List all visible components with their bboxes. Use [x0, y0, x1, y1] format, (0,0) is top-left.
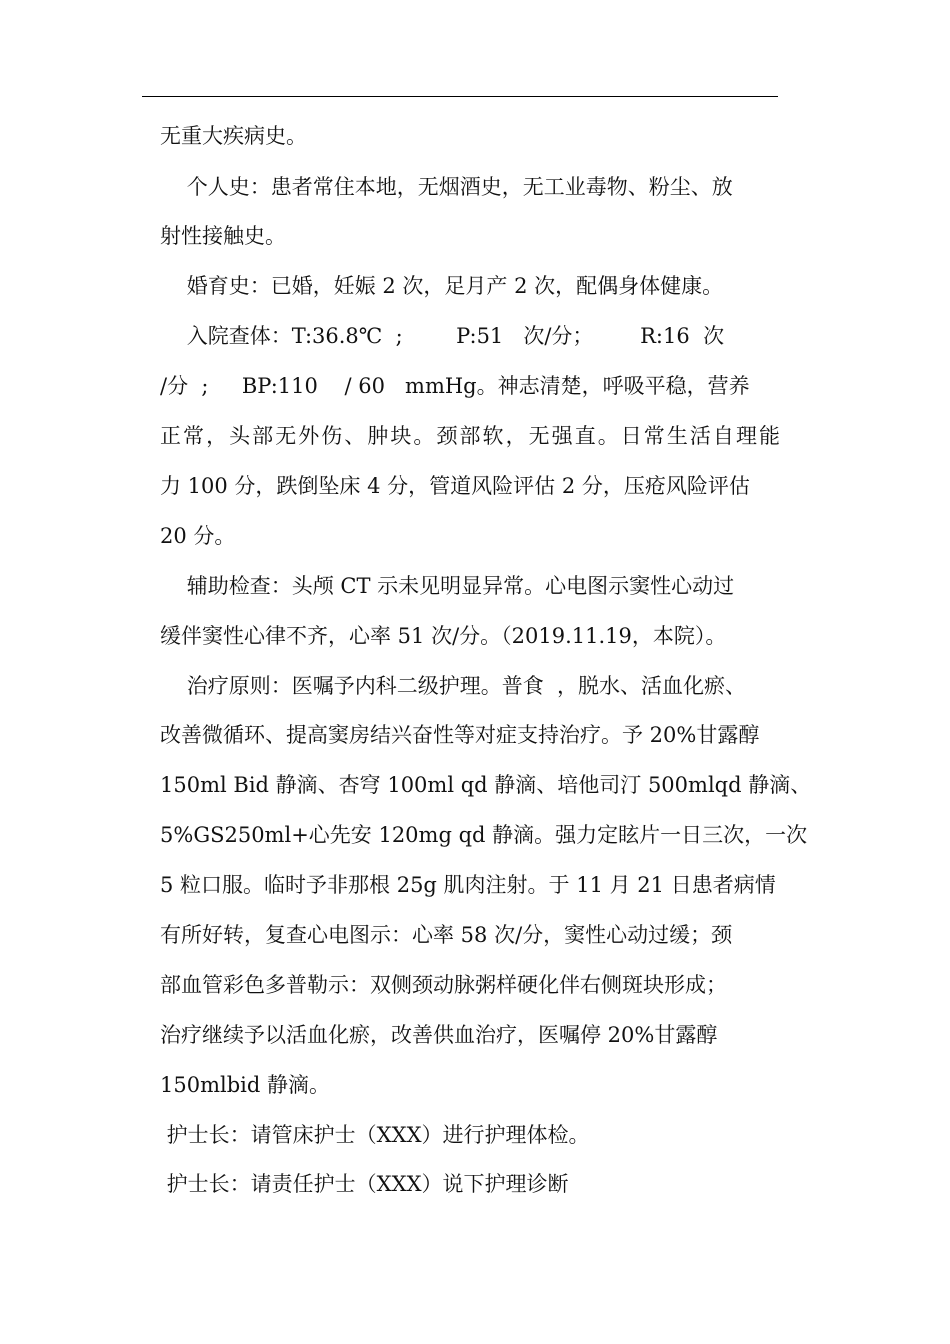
- text-line: 护士长：请管床护士（XXX）进行护理体检。: [160, 1123, 590, 1147]
- text-line: 入院查体：T:36.8℃ ; P:51 次/分； R:16 次: [160, 324, 725, 348]
- text-line: 改善微循环、提高窦房结兴奋性等对症支持治疗。予 20%甘露醇: [160, 723, 760, 747]
- text-line: 150mlbid 静滴。: [160, 1073, 330, 1097]
- text-line: 无重大疾病史。: [160, 124, 307, 148]
- text-line: 射性接触史。: [160, 224, 286, 248]
- text-line: /分 ; BP:110 / 60 mmHg。神志清楚，呼吸平稳，营养: [160, 374, 750, 398]
- text-line: 护士长：请责任护士（XXX）说下护理诊断: [160, 1172, 569, 1196]
- text-line: 正常，头部无外伤、肿块。颈部软，无强直。日常生活自理能: [160, 424, 780, 448]
- text-line: 婚育史：已婚，妊娠 2 次，足月产 2 次，配偶身体健康。: [160, 274, 724, 298]
- text-line: 个人史：患者常住本地，无烟酒史，无工业毒物、粉尘、放: [160, 175, 733, 199]
- text-line: 治疗原则：医嘱予内科二级护理。普食 ，脱水、活血化瘀、: [160, 674, 747, 698]
- text-line: 治疗继续予以活血化瘀，改善供血治疗，医嘱停 20%甘露醇: [160, 1023, 718, 1047]
- text-line: 150ml Bid 静滴、杏穹 100ml qd 静滴、培他司汀 500mlqd 静滴、: [160, 773, 812, 797]
- text-line: 力 100 分，跌倒坠床 4 分，管道风险评估 2 分，压疮风险评估: [160, 474, 750, 498]
- header-rule: [142, 96, 778, 97]
- text-line: 辅助检查：头颅 CT 示未见明显异常。心电图示窦性心动过: [160, 574, 735, 598]
- text-line: 缓伴窦性心律不齐，心率 51 次/分。（2019.11.19，本院）。: [160, 624, 727, 648]
- text-line: 有所好转，复查心电图示：心率 58 次/分，窦性心动过缓；颈: [160, 923, 733, 947]
- text-line: 5%GS250ml+心先安 120mg qd 静滴。强力定眩片一日三次，一次: [160, 823, 808, 847]
- text-line: 部血管彩色多普勒示：双侧颈动脉粥样硬化伴右侧斑块形成；: [160, 973, 727, 997]
- text-line: 5 粒口服。临时予非那根 25g 肌肉注射。于 11 月 21 日患者病情: [160, 873, 776, 897]
- text-line: 20 分。: [160, 524, 236, 548]
